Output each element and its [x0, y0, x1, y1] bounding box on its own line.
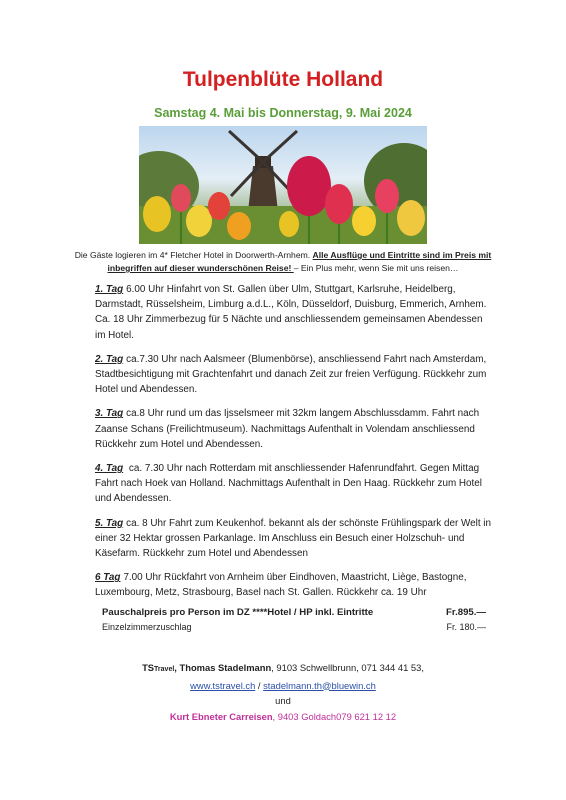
- link-separator: /: [255, 679, 264, 691]
- day-label: 1. Tag: [95, 284, 124, 295]
- itinerary-day-1: [95, 282, 495, 343]
- day-text: 7.00 Uhr Rückfahrt von Arnheim über Eindhoven, Maastricht, Liège, Bastogne, Luxembourg, Metz, Strasbourg, Basel nach St. Gallen. Rückkehr ca. 19 Uhr: [95, 572, 467, 599]
- itinerary-day-3: [95, 406, 495, 452]
- intro-text: [60, 249, 506, 275]
- company-prefix: TS: [142, 662, 155, 673]
- page-title: Tulpenblüte Holland: [182, 68, 384, 91]
- itinerary-day-4: [95, 461, 495, 507]
- contact-block: [0, 660, 566, 724]
- contact-line-1: [0, 660, 566, 678]
- day-text: 6.00 Uhr Hinfahrt von St. Gallen über Ulm, Stuttgart, Karlsruhe, Heidelberg, Darmstadt, Rüsselsheim, Limburg a.d.L., Köln, Düsseldorf, Duisburg, Emmerich, Arnhem. Ca. 18 Uhr Zimmerbezug für 5 Nächte und anschliessendem gemeinsamen Abendessen im Hotel.: [95, 284, 487, 341]
- intro-text-1: Die Gäste logieren im 4* Fletcher Hotel in Doorwerth-Arnhem.: [74, 250, 313, 260]
- day-text: ca.7.30 Uhr nach Aalsmeer (Blumenbörse), anschliessend Fahrt nach Amsterdam, Stadtbesichtigung mit Grachtenfahrt und danach Zeit zur freien Verfügung. Rückkehr zum Hotel und Abendessen.: [95, 353, 487, 396]
- company-suffix: Travel: [154, 666, 175, 673]
- day-text: ca. 8 Uhr Fahrt zum Keukenhof. bekannt als der schönste Frühlingspark der Welt in einer 32 Hektar grossen Parkanlage. Im Anschluss ein Besuch einer Holzschuh- und Käsefarm. Rückkehr zum Hotel und Abendessen: [95, 517, 491, 560]
- contact-line-2: [0, 678, 566, 694]
- itinerary-day-2: [95, 352, 495, 398]
- price-main-value: Fr.895.—: [446, 607, 486, 618]
- tulip-windmill-photo: [139, 126, 427, 244]
- price-row-main: [102, 607, 486, 618]
- price-row-single: [102, 622, 486, 632]
- price-main-label: Pauschalpreis pro Person im DZ ****Hotel / HP inkl. Eintritte: [102, 607, 374, 618]
- partner-details: , 9403 Goldach079 621 12 12: [272, 710, 397, 722]
- itinerary: [95, 282, 495, 610]
- email-link[interactable]: stadelmann.th@bluewin.ch: [263, 679, 376, 691]
- intro-text-2: – Ein Plus mehr, wenn Sie mit uns reisen…: [293, 263, 459, 273]
- partner-line: [0, 709, 566, 725]
- itinerary-day-5: [95, 516, 495, 562]
- day-label: 2. Tag: [95, 353, 124, 365]
- day-text: ca. 7.30 Uhr nach Rotterdam mit anschliessender Hafenrundfahrt. Gegen Mittag Fahrt nach Hoek van Holland. Nachmittags Aufenthalt in Den Haag. Rückkehr zum Hotel und Abendessen.: [95, 463, 482, 505]
- website-link[interactable]: www.tstravel.ch: [190, 679, 256, 691]
- itinerary-day-6: [95, 570, 495, 600]
- day-label: 4. Tag: [95, 463, 124, 475]
- intro-highlight: Alle Ausflüge und Eintritte sind im Preis mit inbegriffen auf dieser wunderschönen Reise!: [107, 250, 492, 273]
- day-text: ca.8 Uhr rund um das Ijsselsmeer mit 32km langem Abschlussdamm. Fahrt nach Zaanse Schans (Freilichtmuseum). Nachmittags Aufenthalt in Volendam anschliessend Rückkehr zum Hotel und Abendessen.: [95, 408, 480, 450]
- day-label: 5. Tag: [95, 517, 124, 529]
- price-block: [102, 607, 486, 632]
- day-label: 3. Tag: [95, 408, 124, 420]
- contact-and: und: [275, 695, 291, 706]
- date-subtitle: Samstag 4. Mai bis Donnerstag, 9. Mai 2024: [154, 106, 412, 120]
- day-label: 6 Tag: [95, 572, 121, 584]
- price-single-value: Fr. 180.—: [446, 622, 486, 632]
- partner-name: Kurt Ebneter Carreisen: [169, 710, 273, 722]
- company-owner: , Thomas Stadelmann: [174, 662, 272, 673]
- price-single-label: Einzelzimmerzuschlag: [102, 622, 192, 632]
- company-address: , 9103 Schwellbrunn, 071 344 41 53,: [271, 662, 424, 673]
